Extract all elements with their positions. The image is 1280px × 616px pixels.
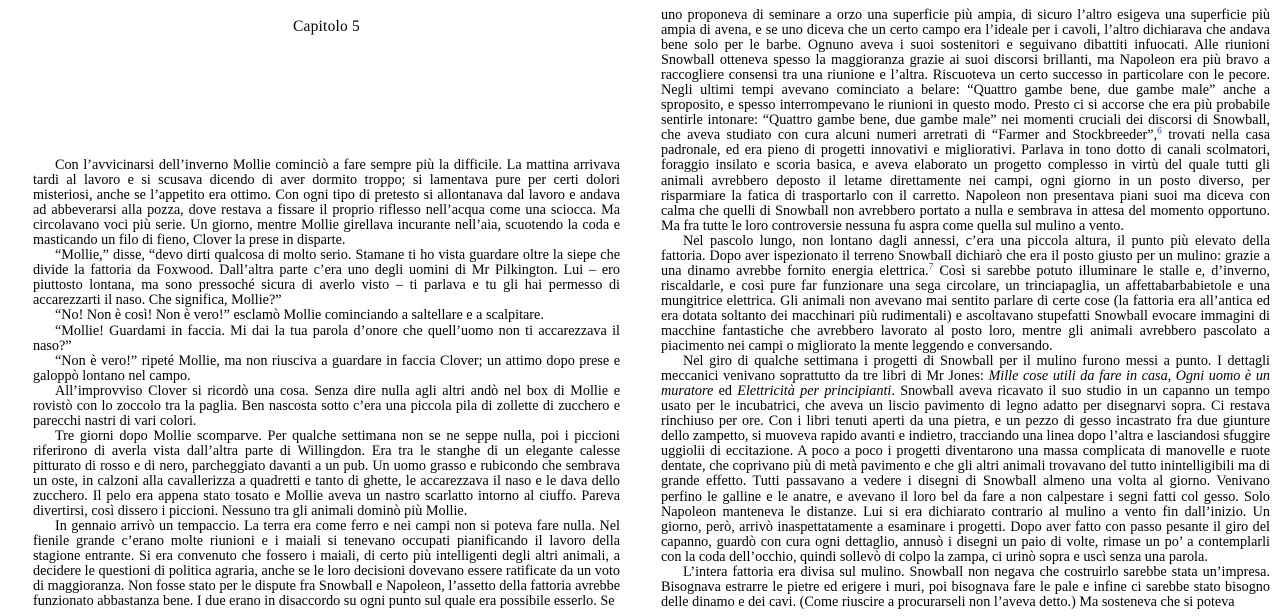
paragraph: All’improvviso Clover si ricordò una cosa. Senza dire nulla agli altri andò nel box di Mollie e rovistò con lo zoccolo tra la paglia. Ben nascosta sotto c’era una piccola pila di zollette di zucchero e parecchi nastri di vari colori.: [33, 382, 620, 429]
paragraph: “Mollie,” disse, “devo dirti qualcosa di molto serio. Stamane ti ho vista guardare oltre la siepe che divide la fattoria da Foxwood. Dall’altra parte c’era uno degli uomini di Mr Pilkington. Lui – ero piuttosto lontana, ma sono pressoché sicura di averlo visto – ti parlava e tu gli hai permesso di accarezzarti il naso. Che significa, Mollie?”: [33, 247, 620, 309]
paragraph: uno proponeva di seminare a orzo una superficie più ampia, di sicuro l’altro esigeva una superficie più ampia di avena, e se uno diceva che un certo campo era l’ideale per i cavoli, l’altro dichiarava che andava bene solo per le barbe. Ognuno aveva i suoi sostenitori e seguivano dibattiti infuocati. Alle riunioni Snowball otteneva spesso la maggioranza grazie ai suoi discorsi brillanti, ma Napoleon era più bravo a raccogliere consensi tra una riunione e l’altra. Riscuoteva un certo successo in particolare con le pecore. Negli ultimi tempi avevano cominciato a belare: “Quattro gambe bene, due gambe male” anche a sproposito, e spesso interrompevano le riunioni in questo modo. Presto ci si accorse che era più probabile sentirle intonare: “Quattro gambe bene, due gambe male” nei momenti cruciali dei discorsi di Snowball, che aveva studiato con cura alcuni numeri arretrati di “Farmer and Stockbreeder”,$^6$ trovati nella casa padronale, ed era pieno di progetti innovativi e migliorativi. Parlava in tono dotto di canali scolmatori, foraggio insilato e scoria basica, e aveva elaborato un progetto complesso in virtù del quale tutti gli animali avrebbero deposto il letame direttamente nei campi, ogni giorno in un posto diverso, per risparmiare la fatica di trasportarlo con il carretto. Napoleon non presentava piani suoi ma diceva con calma che quelli di Snowball non avrebbero portato a nulla e sembrava in attesa del momento opportuno. Ma fra tutte le loro controversie nessuna fu aspra come quella sul mulino a vento.: [661, 7, 1270, 234]
footnote-marker[interactable]: 6: [1157, 126, 1162, 137]
right-page: [640, 0, 1280, 616]
paragraph: Tre giorni dopo Mollie scomparve. Per qualche settimana non se ne seppe nulla, poi i piccioni riferirono di averla vista dall’altra parte di Willingdon. Era tra le stanghe di un elegante calesse pitturato di rosso e di nero, parcheggiato davanti a un pub. Un uomo grasso e rubicondo che sembrava un oste, in calzoni alla cavallerizza a quadretti e tanto di ghette, le accarezzava il naso e le dava dello zucchero. Il pelo era appena stato tosato e Mollie aveva un nastro scarlatto intorno al ciuffo. Pareva divertirsi, così dissero i piccioni. Nessuno tra gli animali dominò più Mollie.: [33, 427, 620, 520]
paragraph: In gennaio arrivò un tempaccio. La terra era come ferro e nei campi non si poteva fare nulla. Nel fienile grande c’erano molte riunioni e i maiali si tenevano occupati pianificando il lavoro della stagione entrante. Si era convenuto che fossero i maiali, di certo più intelligenti degli altri animali, a decidere le questioni di politica agraria, anche se le loro decisioni dovevano essere ratificate da un voto di maggioranza. Non fosse stato per le dispute fra Snowball e Napoleon, l’assetto della fattoria avrebbe funzionato abbastanza bene. I due erano in disaccordo su ogni punto sul quale era possibile esserlo. Se: [33, 518, 620, 610]
right-page-body: [661, 8, 1270, 610]
paragraph: Nel giro di qualche settimana i progetti di Snowball per il mulino furono messi a punto. I dettagli meccanici venivano soprattutto da tre libri di Mr Jones: Mille cose utili da fare in casa, Ogni uomo è un muratore ed Elettricità per principianti. Snowball aveva ricavato il suo studio in un capanno un tempo usato per le incubatrici, che aveva un liscio pavimento di legno adatto per disegnarvi sopra. Ci restava rinchiuso per ore. Con i libri tenuti aperti da una pietra, e un pezzo di gesso incastrato fra due giunture dello zampetto, si muoveva rapido avanti e indietro, tracciando una linea dopo l’altra e lasciandosi sfuggire uggiolii di eccitazione. A poco a poco i progetti diventarono una massa complicata di manovelle e ruote dentate, che coprivano più di metà pavimento e che gli altri animali trovavano del tutto inintelligibili ma di grande effetto. Tutti passavano a vedere i disegni di Snowball almeno una volta al giorno. Venivano perfino le galline e le anatre, e avevano il loro bel da fare a non calpestare i segni fatti col gesso. Solo Napoleon manteneva le distanze. Lui si era dichiarato contrario al mulino a vento fin dall’inizio. Un giorno, però, arrivò inaspettatamente a esaminare i progetti. Dopo aver fatto con passo pesante il giro del capanno, guardò con cura ogni dettaglio, annusò i disegni un paio di volte, rimase un po’ a contemplarli con la coda dell’occhio, quindi sollevò di colpo la zampa, ci urinò sopra e uscì senza una parola.: [661, 353, 1271, 565]
book-title: Mille cose utili da fare in casa, Ogni uomo è un muratore: [661, 368, 1271, 400]
paragraph: L’intera fattoria era divisa sul mulino. Snowball non negava che costruirlo sarebbe stata un’impresa. Bisognava estrarre le pietre ed erigere i muri, poi bisognava fare le pale e infine ci sarebbe stato bisogno delle dinamo e dei cavi. (Come riuscire a procurarseli non l’aveva detto.) Ma sosteneva che si poteva: [661, 563, 1270, 610]
paragraph: “Mollie! Guardami in faccia. Mi dai la tua parola d’onore che quell’uomo non ti accarezzava il naso?”: [33, 322, 620, 354]
paragraph: Con l’avvicinarsi dell’inverno Mollie cominciò a fare sempre più la difficile. La mattina arrivava tardi al lavoro e si scusava dicendo di aver dormito troppo; si lamentava pure per certi dolori misteriosi, anche se l’appetito era ottimo. Con ogni tipo di pretesto si allontanava dal lavoro e andava ad abbeverarsi alla pozza, dove restava a fissare il proprio riflesso nell’acqua come una sciocca. Ma circolavano voci più serie. Un giorno, mentre Mollie girellava incurante nell’aia, scuotendo la coda e masticando un filo di fieno, Clover la prese in disparte.: [33, 157, 620, 249]
book-title: Elettricità per principianti: [737, 383, 892, 400]
page-title: Capitolo 5: [292, 18, 360, 35]
footnote-marker[interactable]: 7: [928, 262, 934, 273]
left-page-body: [33, 158, 620, 609]
paragraph: “No! Non è così! Non è vero!” esclamò Mollie cominciando a saltellare e a scalpitare.: [55, 307, 544, 324]
paragraph: “Non è vero!” ripeté Mollie, ma non riusciva a guardare in faccia Clover; un attimo dopo prese e galoppò lontano nel campo.: [33, 352, 620, 384]
paragraph: Nel pascolo lungo, non lontano dagli annessi, c’era una piccola altura, il punto più elevato della fattoria. Dopo aver ispezionato il terreno Snowball dichiarò che era il posto giusto per un mulino: grazie a una dinamo avrebbe fornito energia elettrica.$^7$ Così si sarebbe potuto illuminare le stalle e, d’inverno, riscaldarle, e così pure far funzionare una sega circolare, un trinciapaglia, un affettabarbabietole e una mungitrice elettrica. Gli animali non avevano mai sentito parlare di certe cose (la fattoria era all’antica ed era dotata soltanto dei macchinari più rudimentali) e ascoltavano stupefatti Snowball evocare immagini di macchine fantastiche che avrebbero lavorato al posto loro, mentre gli animali avrebbero pascolato a piacimento nei campi o migliorato la mente leggendo e conversando.: [661, 232, 1270, 355]
